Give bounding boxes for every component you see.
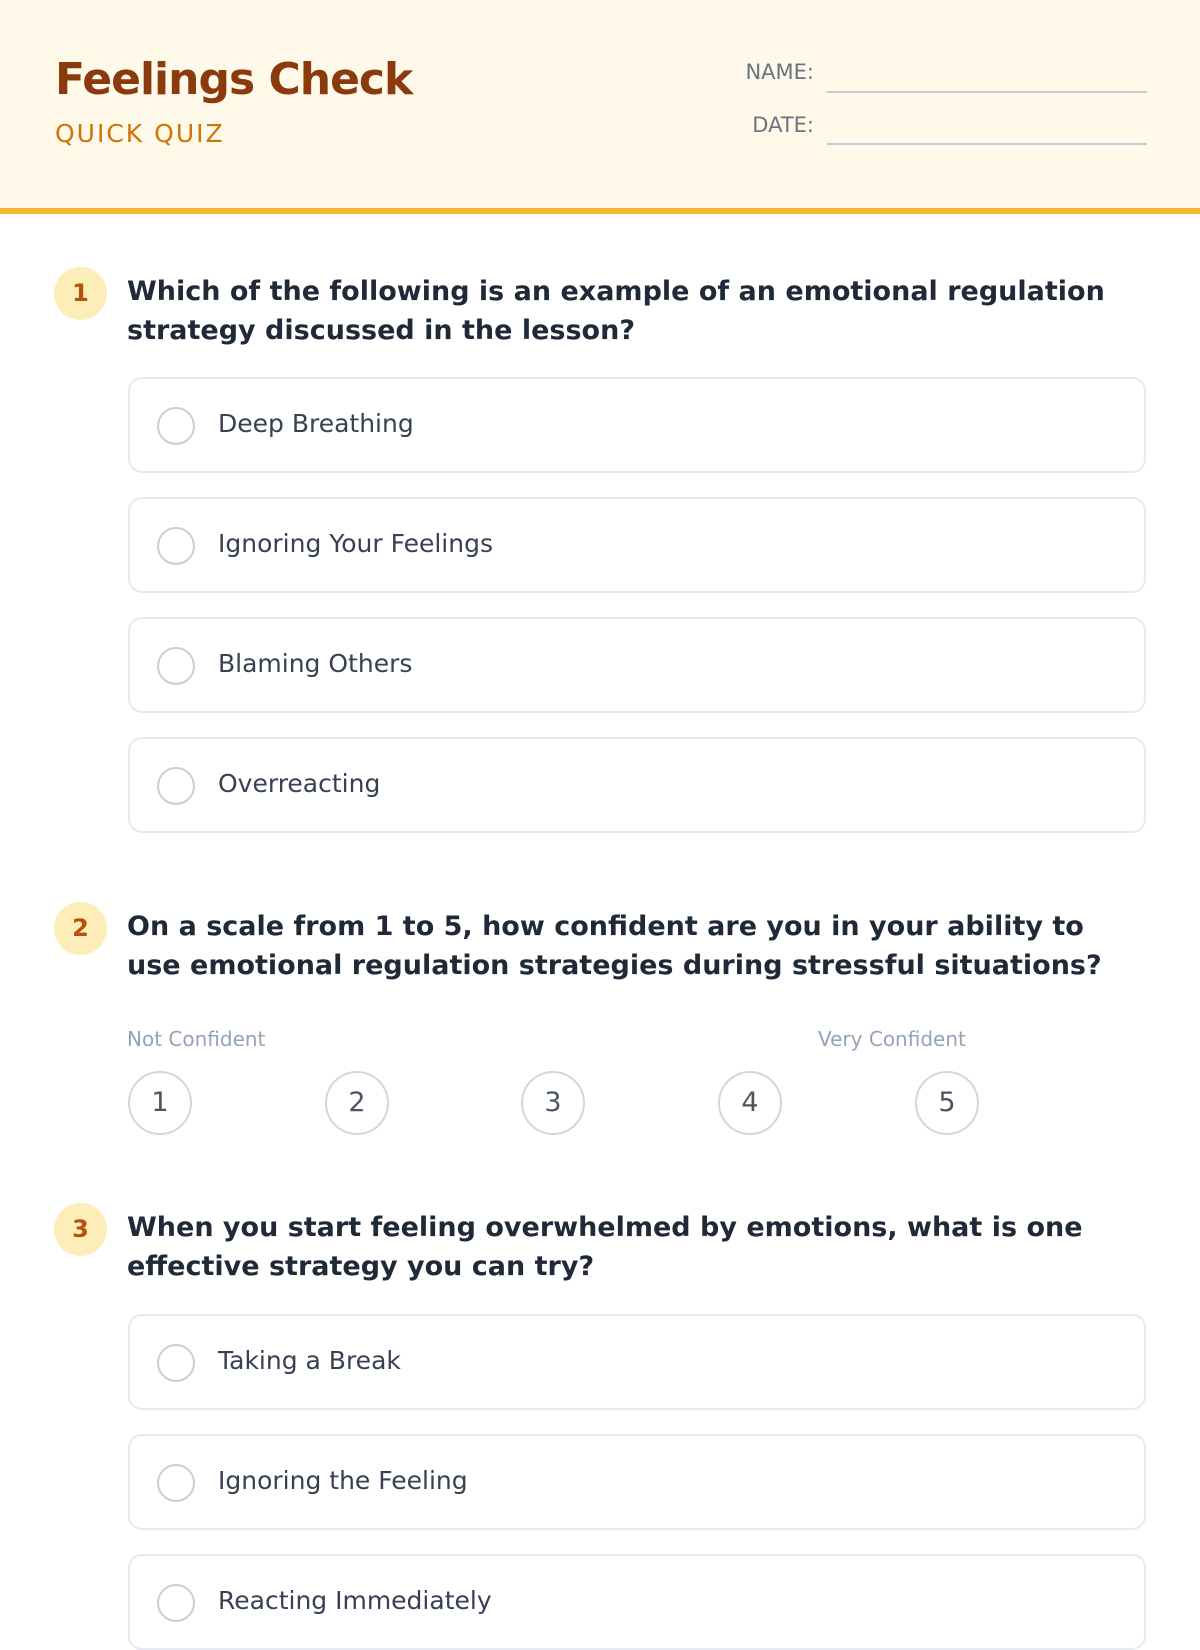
radio-button[interactable] xyxy=(157,647,195,685)
worksheet-title: Feelings Check xyxy=(55,54,413,105)
date-label: DATE: xyxy=(752,113,814,137)
scale-option-3[interactable]: 3 xyxy=(521,1071,585,1135)
scale-option-2[interactable]: 2 xyxy=(325,1071,389,1135)
question-number-badge: 3 xyxy=(54,1203,107,1256)
answer-option-label: Blaming Others xyxy=(218,649,413,678)
radio-button[interactable] xyxy=(157,1344,195,1382)
answer-option[interactable] xyxy=(128,737,1146,833)
scale-low-label: Not Confident xyxy=(127,1027,266,1051)
radio-button[interactable] xyxy=(157,767,195,805)
scale-option-5[interactable]: 5 xyxy=(915,1071,979,1135)
radio-button[interactable] xyxy=(157,407,195,445)
answer-option-label: Taking a Break xyxy=(218,1346,401,1375)
worksheet-subtitle: QUICK QUIZ xyxy=(55,119,225,148)
radio-button[interactable] xyxy=(157,1584,195,1622)
date-field[interactable] xyxy=(827,143,1147,145)
answer-option[interactable] xyxy=(128,497,1146,593)
radio-button[interactable] xyxy=(157,527,195,565)
answer-option-label: Overreacting xyxy=(218,769,381,798)
scale-option-4[interactable]: 4 xyxy=(718,1071,782,1135)
answer-option[interactable] xyxy=(128,377,1146,473)
name-field[interactable] xyxy=(827,91,1147,93)
answer-option[interactable] xyxy=(128,617,1146,713)
answer-option[interactable] xyxy=(128,1554,1146,1650)
answer-option[interactable] xyxy=(128,1434,1146,1530)
question-number-badge: 2 xyxy=(54,902,107,955)
answer-option[interactable] xyxy=(128,1314,1146,1410)
question-number-badge: 1 xyxy=(54,267,107,320)
name-label: NAME: xyxy=(745,60,814,84)
answer-option-label: Ignoring Your Feelings xyxy=(218,529,493,558)
scale-high-label: Very Confident xyxy=(818,1027,966,1051)
answer-option-label: Reacting Immediately xyxy=(218,1586,492,1615)
answer-option-label: Ignoring the Feeling xyxy=(218,1466,468,1495)
question-text: When you start feeling overwhelmed by emotions, what is one effective strategy you can try? xyxy=(127,1212,1083,1282)
radio-button[interactable] xyxy=(157,1464,195,1502)
question-text: On a scale from 1 to 5, how confident are you in your ability to use emotional regulation strategies during stressful situations? xyxy=(127,911,1102,981)
answer-option-label: Deep Breathing xyxy=(218,409,414,438)
worksheet-header xyxy=(0,0,1200,214)
scale-option-1[interactable]: 1 xyxy=(128,1071,192,1135)
question-text: Which of the following is an example of an emotional regulation strategy discussed in the lesson? xyxy=(127,276,1105,346)
